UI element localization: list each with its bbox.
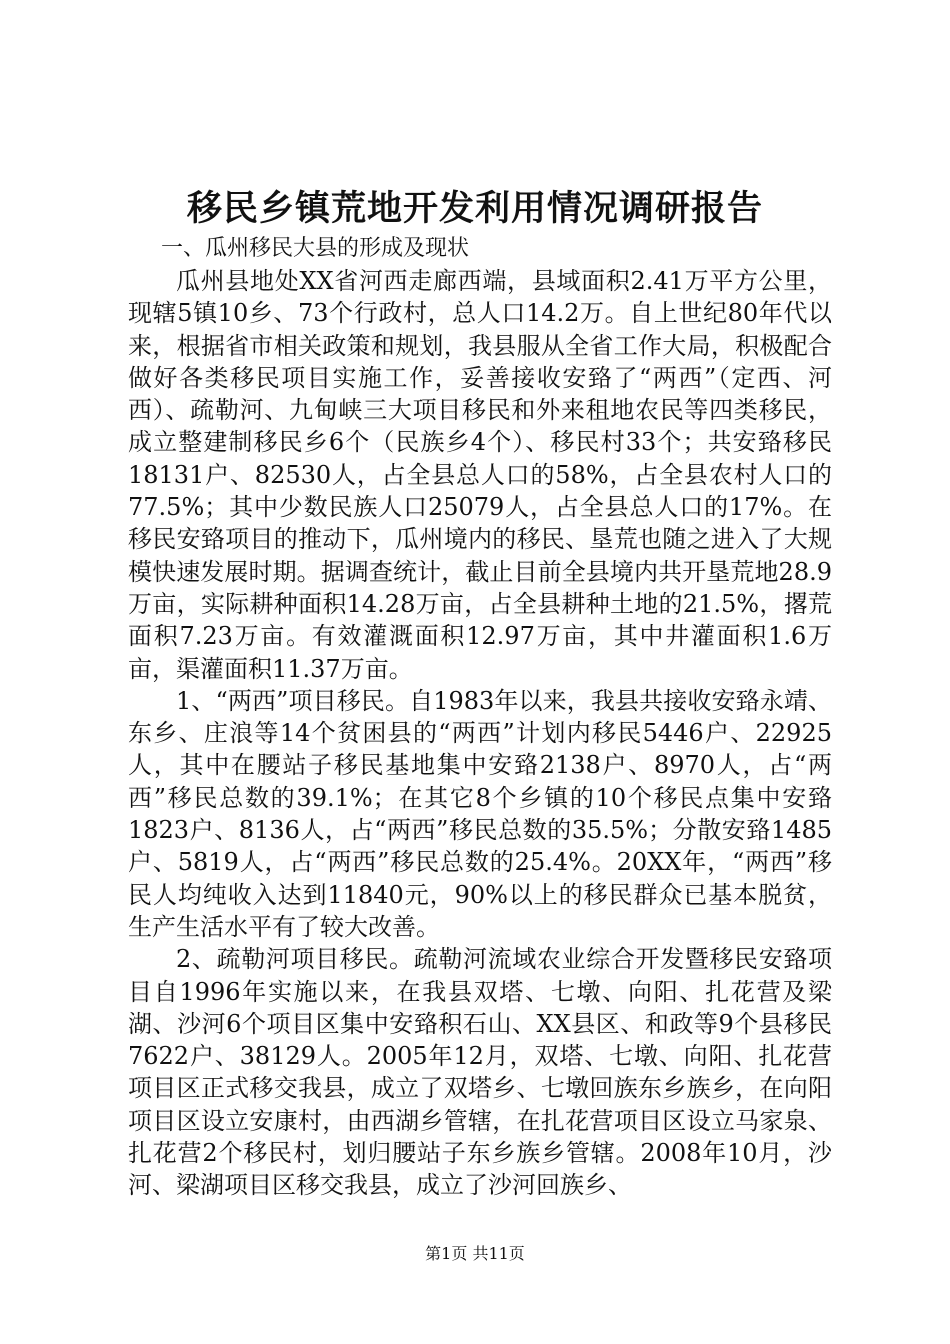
page-footer: 第1页 共11页: [425, 1244, 525, 1263]
document-title: 移民乡镇荒地开发利用情况调研报告: [186, 188, 763, 229]
paragraph-shulehe: 2、疏勒河项目移民。疏勒河流域农业综合开发暨移民安臵项目自1996年实施以来，在我县双塔、七墩、向阳、扎花营及梁湖、沙河6个项目区集中安臵积石山、XX县区、和政等9个县移民7622户、38129人。2005年12月，双塔、七墩、向阳、扎花营项目区正式移交我县，成立了双塔乡、七墩回族东乡族乡，在向阳项目区设立安康村，由西湖乡管辖，在扎花营项目区设立马家泉、扎花营2个移民村，划归腰站子东乡族乡管辖。2008年10月，沙河、梁湖项目区移交我县，成立了沙河回族乡、: [128, 945, 832, 1200]
paragraph-liangxi: 1、“两西”项目移民。自1983年以来，我县共接收安臵永靖、东乡、庄浪等14个贫困县的“两西”计划内移民5446户、22925人，其中在腰站子移民基地集中安臵2138户、8970人，占“两西”移民总数的39.1%；在其它8个乡镇的10个移民点集中安臵1823户、8136人，占“两西”移民总数的35.5%；分散安臵1485户、5819人，占“两西”移民总数的25.4%。20XX年，“两西”移民人均纯收入达到11840元，90%以上的移民群众已基本脱贫，生产生活水平有了较大改善。: [128, 686, 832, 941]
section-heading: 一、瓜州移民大县的形成及现状: [161, 236, 470, 261]
paragraph-overview: 瓜州县地处XX省河西走廊西端，县域面积2.41万平方公里，现辖5镇10乡、73个行政村，总人口14.2万。自上世纪80年代以来，根据省市相关政策和规划，我县服从全省工作大局，积极配合做好各类移民项目实施工作，妥善接收安臵了“两西”（定西、河西）、疏勒河、九甸峡三大项目移民和外来租地农民等四类移民，成立整建制移民乡6个（民族乡4个）、移民村33个；共安臵移民18131户、82530人，占全县总人口的58%，占全县农村人口的77.5%；其中少数民族人口25079人，占全县总人口的17%。在移民安臵项目的推动下，瓜州境内的移民、垦荒也随之进入了大规模快速发展时期。据调查统计，截止目前全县境内共开垦荒地28.9万亩，实际耕种面积14.28万亩，占全县耕种土地的21.5%，撂荒面积7.23万亩。有效灌溉面积12.97万亩，其中井灌面积1.6万亩，渠灌面积11.37万亩。: [128, 267, 832, 683]
document-body: [128, 234, 832, 1202]
